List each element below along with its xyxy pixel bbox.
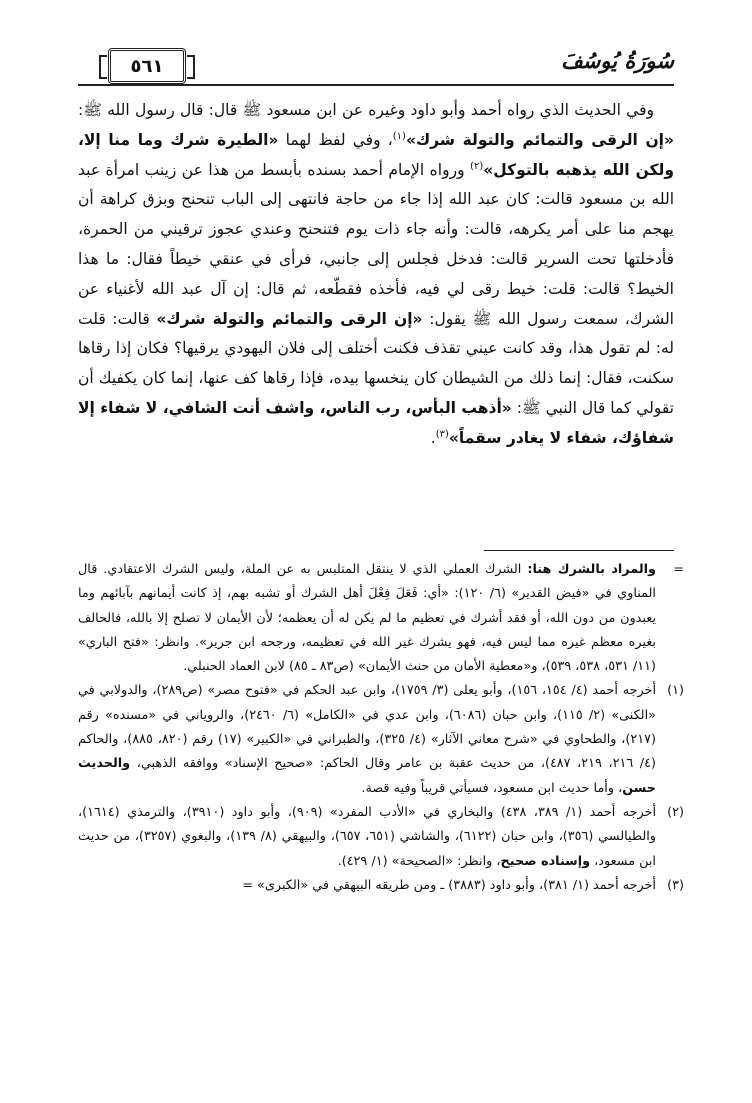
hadith-quote: «أذهب البأس، رب الناس، واشف أنت الشافي، لا شفاء إلا شفاؤك، شفاء لا يغادر سقماً»: [78, 398, 674, 447]
footnote-bold: وإسناده صحيح: [500, 853, 591, 869]
footnote-1: [78, 679, 684, 800]
footnote-text: أخرجه أحمد (١/ ٣٨٩، ٤٣٨) والبخاري في «الأدب المفرد» (٩٠٩)، وأبو داود (٣٩١٠)، والترمذي (١٦١٤)، والطيالسي (٣٥٦)، وابن حبان (٦١٢٢)، والشاشي (٦٥١، ٦٥٧)، والبيهقي (٨/ ١٣٩)، والبغوي (٣٢٥٧)، من حديث ابن مسعود،: [78, 804, 657, 869]
footnotes: [78, 558, 684, 1088]
text-run: وفي الحديث الذي رواه أحمد وأبو داود وغيره عن ابن مسعود ﷺ قال: قال رسول الله ﷺ:: [78, 101, 654, 119]
footnote-separator: [484, 550, 674, 551]
header-rule: [78, 84, 674, 86]
footnote-bold: والمراد بالشرك هنا:: [527, 562, 656, 577]
footnote-ref-3[interactable]: (٣): [435, 428, 449, 440]
footnote-marker: (٢): [667, 804, 684, 820]
footnote-2: [78, 801, 684, 874]
footnote-bold: والحديث حسن: [78, 756, 656, 796]
continuation-marker: =: [673, 562, 684, 577]
page-number-text: ٥٦١: [130, 55, 164, 77]
page-header: [0, 0, 752, 100]
footnote-continuation: [78, 558, 684, 679]
surah-title: سُورَةُ يُوسُفَ: [561, 48, 674, 73]
text-run: ورواه الإمام أحمد بسنده بأبسط من هذا عن زينب امرأة عبد الله بن مسعود قالت: كان عبد الله إذا جاء من حاجة فانتهى إلى الباب تنحنح وبزق كراهة أن يهجم منا على أمر يكرهه، قالت: وأنه جاء ذات يوم فتنحنح وعندي عجوز ترقيني من الحمرة، فأدخلتها تحت السرير قالت: فدخل فجلس إلى جانبي، فرأى في عنقي خيطاً فقال: ما هذا الخيط؟ قالت: قلت: خيط رقى لي فيه، فأخذه فقطّعه، ثم قال: إن آل عبد الله لأغنياء عن الشرك، سمعت رسول الله ﷺ يقول:: [78, 160, 674, 328]
footnote-text: أخرجه أحمد (٤/ ١٥٤، ١٥٦)، وأبو يعلى (٣/ ١٧٥٩)، وابن عبد الحكم في «فتوح مصر» (ص٢٨٩)، والدولابي في «الكنى» (٢/ ١١٥)، وابن حبان (٦٠٨٦)، وابن عدي في «الكامل» (٦/ ٢٤٦٠)، والروياني في «مسنده» رقم (٢١٧)، والطحاوي في «شرح معاني الآثار» (٤/ ٣٢٥)، والطبراني في «الكبير» (١٧) رقم (٨٢٠، ٨٨٥)، والحاكم (٤/ ٢١٦، ٢١٩، ٤٨٧)، من حديث عقبة بن عامر وقال الحاكم: «صحيح الإسناد» ووافقه الذهبي،: [78, 683, 656, 772]
page-number: [108, 48, 186, 84]
footnote-marker: (٣): [667, 877, 684, 893]
text-run: .: [430, 428, 436, 447]
footnote-ref-2[interactable]: (٢): [470, 160, 484, 172]
main-paragraph: [78, 96, 674, 454]
hadith-quote: «إن الرقى والتمائم والتولة شرك»: [405, 130, 674, 149]
hadith-quote: «الطيرة شرك وما منا إلا، ولكن الله يذهبه بالتوكل»: [78, 130, 674, 179]
hadith-quote: «إن الرقى والتمائم والتولة شرك»: [156, 309, 423, 328]
footnote-text: ، وانظر: «الصحيحة» (١/ ٤٢٩).: [337, 853, 501, 869]
text-run: قالت: قلت له: لم تقول هذا، وقد كانت عيني تقذف فكنت أختلف إلى فلان اليهودي يرقيها؟ فكان إذا رقاها سكنت، فقال: إنما ذلك من الشيطان كان ينخسها بيده، فإذا رقاها كف عنها، إنما كان يكفيك أن تقولي كما قال النبي ﷺ:: [78, 309, 674, 417]
footnote-text: ، وأما حديث ابن مسعود، فسيأتي قريباً وفيه قصة.: [361, 780, 623, 796]
footnote-3: [78, 874, 684, 898]
footnote-text: الشرك العملي الذي لا ينتقل المتلبس به عن الملة، وليس الشرك الاعتقادي. قال المناوي في «فيض القدير» (٦/ ١٢٠): «أي: فَعَلَ فِعْلَ أهل الشرك أو تشبه بهم، إذ كانت أيمانهم بآبائهم وما يعبدون من دون الله، أو فقد أشرك في تعظيم ما لم يكن له أن يعظمه؛ لأن الأيمان لا تصلح إلا بالله، فالحالف بغيره معظم غيره مما ليس فيه، فهو يشرك غير الله في تعظيمه، ورجحه ابن جرير». وانظر: «فتح الباري» (١١/ ٥٣١، ٥٣٨، ٥٣٩)، و«معطية الأمان من حنث الأيمان» (ص٨٣ ـ ٨٥) لابن العماد الحنبلي.: [78, 562, 656, 675]
main-text: [78, 96, 674, 536]
footnote-marker: (١): [667, 683, 684, 699]
footnote-text: أخرجه أحمد (١/ ٣٨١)، وأبو داود (٣٨٨٣) ـ ومن طريقه البيهقي في «الكبرى» =: [242, 877, 656, 893]
text-run: ، وفي لفظ لهما: [278, 130, 393, 149]
footnote-ref-1[interactable]: (١): [392, 130, 406, 142]
